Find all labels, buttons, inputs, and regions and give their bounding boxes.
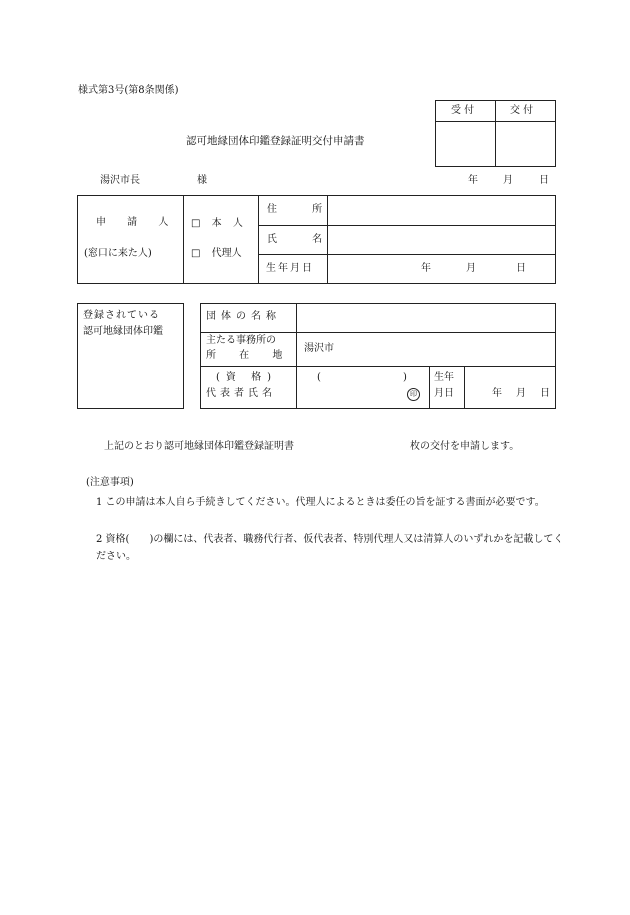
- seal-icon: 印: [407, 388, 420, 401]
- honorific: 様: [197, 175, 207, 186]
- birth-month-label: 月: [466, 263, 476, 274]
- name-field[interactable]: [328, 226, 555, 253]
- rep-birth-label-line2: 月日: [434, 388, 454, 399]
- note-item-2: 2 資格( )の欄には、代表者、職務代行者、仮代表者、特別代理人又は清算人のいずれかを記載してください。: [96, 534, 564, 562]
- qualification-paren-open: (: [317, 372, 321, 383]
- mayor-addressee: 湯沢市長: [100, 175, 140, 186]
- note-item-1: 1 この申請は本人自ら手続きしてください。代理人によるときは委任の旨を証する書面が必要です。: [96, 497, 545, 508]
- representative-name-label: 代表者氏名: [206, 388, 276, 399]
- date-year-label: 年: [468, 175, 478, 186]
- copies-field[interactable]: [318, 438, 406, 454]
- applicant-sublabel: (窓口に来た人): [84, 248, 152, 259]
- issued-label: 交 付: [510, 105, 534, 116]
- representative-name-field[interactable]: [300, 386, 400, 402]
- rep-birth-month-label: 月: [516, 388, 526, 399]
- qualification-paren-close: ): [403, 372, 407, 383]
- form-title: 認可地縁団体印鑑登録証明交付申請書: [186, 135, 365, 147]
- seal-mark: [407, 388, 420, 401]
- address-label: 住 所: [267, 204, 339, 215]
- date-month-label: 月: [503, 175, 513, 186]
- org-name-field[interactable]: [297, 304, 555, 331]
- applicant-label: 申 請 人: [96, 217, 178, 228]
- proxy-checkbox[interactable]: □: [191, 248, 201, 259]
- org-name-label: 団体の名称: [206, 311, 281, 322]
- self-checkbox[interactable]: □: [191, 218, 201, 229]
- received-label: 受 付: [451, 105, 475, 116]
- qualification-field[interactable]: [322, 369, 400, 383]
- office-label-line2: 所 在 地: [206, 350, 293, 361]
- proxy-label: 代理人: [211, 248, 242, 259]
- rep-birth-day-label: 日: [540, 388, 550, 399]
- office-label-line1: 主たる事務所の: [206, 335, 276, 346]
- form-number: 様式第3号(第8条関係): [78, 85, 179, 96]
- birth-year-label: 年: [421, 263, 431, 274]
- org-label-line1: 登録されている: [83, 310, 160, 321]
- qualification-label: (資 格): [216, 372, 277, 383]
- office-value[interactable]: 湯沢市: [304, 343, 334, 354]
- date-day-label: 日: [539, 175, 549, 186]
- statement-text: 上記のとおり認可地縁団体印鑑登録証明書: [104, 441, 294, 452]
- proxy-option[interactable]: [191, 249, 242, 259]
- self-option[interactable]: [191, 219, 247, 229]
- birth-day-label: 日: [516, 263, 526, 274]
- statement-suffix: 枚の交付を申請します。: [410, 441, 520, 452]
- org-label-line2: 認可地縁団体印鑑: [83, 326, 163, 337]
- rep-birth-label-line1: 生年: [434, 372, 454, 383]
- address-field[interactable]: [328, 196, 555, 224]
- birthdate-label: 生年月日: [266, 263, 314, 274]
- rep-birth-year-label: 年: [492, 388, 502, 399]
- self-label: 本 人: [211, 218, 247, 229]
- notes-title: (注意事項): [86, 477, 134, 488]
- name-label: 氏 名: [267, 234, 339, 245]
